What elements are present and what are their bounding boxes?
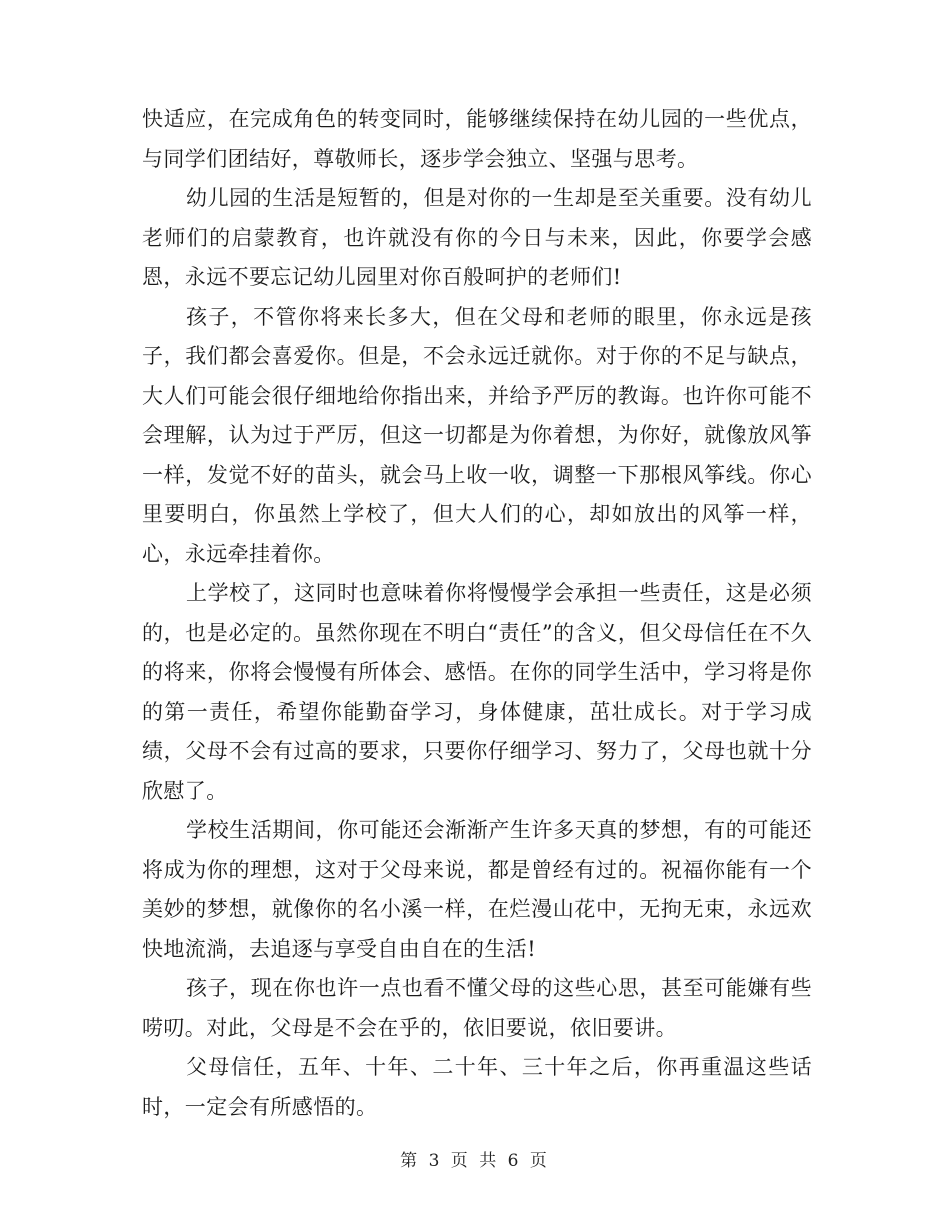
paragraph-continuation: 快适应，在完成角色的转变同时，能够继续保持在幼儿园的一些优点，与同学们团结好，尊敬师长，逐步学会独立、坚强与思考。 [142, 107, 812, 171]
document-body [142, 100, 812, 1127]
paragraph-kindergarten: 幼儿园的生活是短暂的，但是对你的一生却是至关重要。没有幼儿老师们的启蒙教育，也许就没有你的今日与未来，因此，你要学会感恩，永远不要忘记幼儿园里对你百般呵护的老师们! [142, 186, 812, 289]
paragraph-future: 父母信任，五年、十年、二十年、三十年之后，你再重温这些话时，一定会有所感悟的。 [142, 1055, 812, 1119]
paragraph-dreams: 学校生活期间，你可能还会渐渐产生许多天真的梦想，有的可能还将成为你的理想，这对于父母来说，都是曾经有过的。祝福你能有一个美妙的梦想，就像你的名小溪一样，在烂漫山花中，无拘无束，永远欢快地流淌，去追逐与享受自由自在的生活! [142, 818, 812, 961]
paragraph-child-growing: 孩子，不管你将来长多大，但在父母和老师的眼里，你永远是孩子，我们都会喜爱你。但是，不会永远迁就你。对于你的不足与缺点，大人们可能会很仔细地给你指出来，并给予严厉的教诲。也许你可能不会理解，认为过于严厉，但这一切都是为你着想，为你好，就像放风筝一样，发觉不好的苗头，就会马上收一收，调整一下那根风筝线。你心里要明白，你虽然上学校了，但大人们的心，却如放出的风筝一样，心，永远牵挂着你。 [142, 304, 812, 566]
paragraph-responsibility: 上学校了，这同时也意味着你将慢慢学会承担一些责任，这是必须的，也是必定的。虽然你现在不明白“责任”的含义，但父母信任在不久的将来，你将会慢慢有所体会、感悟。在你的同学生活中，学习将是你的第一责任，希望你能勤奋学习，身体健康，茁壮成长。对于学习成绩，父母不会有过高的要求，只要你仔细学习、努力了，父母也就十分欣慰了。 [142, 581, 812, 803]
paragraph-parents-words: 孩子，现在你也许一点也看不懂父母的这些心思，甚至可能嫌有些唠叨。对此，父母是不会在乎的，依旧要说，依旧要讲。 [142, 976, 812, 1040]
page-number-footer: 第 3 页 共 6 页 [400, 1151, 550, 1171]
